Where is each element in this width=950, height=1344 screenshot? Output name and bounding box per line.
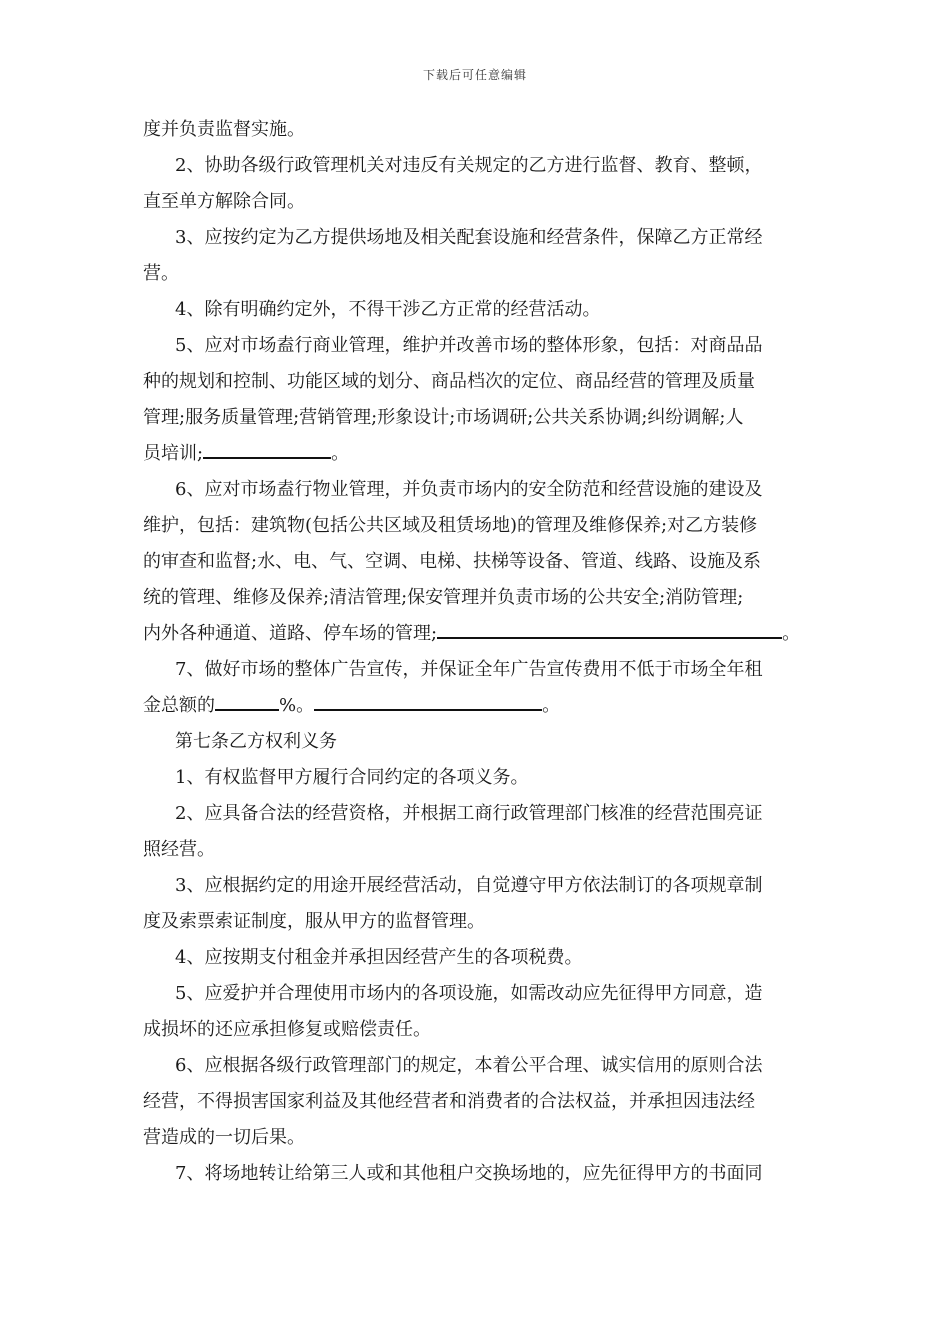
- text-segment: 。: [542, 695, 561, 716]
- text-line: 度并负责监督实施。: [143, 119, 305, 140]
- text-segment: 金总额的: [143, 695, 215, 716]
- text-line: 4、应按期支付租金并承担因经营产生的各项税费。: [175, 947, 583, 968]
- text-line: 5、应对市场盍行商业管理，维护并改善市场的整体形象，包括：对商品品: [175, 335, 763, 356]
- text-segment: %。: [279, 695, 315, 716]
- text-line: 经营，不得损害国家利益及其他经营者和消费者的合法权益，并承担因违法经: [143, 1091, 755, 1112]
- text-segment: 。: [782, 623, 801, 644]
- text-line: 营造成的一切后果。: [143, 1127, 305, 1148]
- text-line: 3、应根据约定的用途开展经营活动，自觉遵守甲方依法制订的各项规章制: [175, 875, 763, 896]
- text-line: 4、除有明确约定外，不得干涉乙方正常的经营活动。: [175, 299, 601, 320]
- text-line: 维护，包括：建筑物(包括公共区域及租赁场地)的管理及维修保养;对乙方装修: [143, 515, 758, 536]
- text-line: 的审查和监督;水、电、气、空调、电梯、扶梯等设备、管道、线路、设施及系: [143, 551, 762, 572]
- page-header: 下载后可任意编辑: [422, 68, 527, 82]
- text-line: 7、做好市场的整体广告宣传，并保证全年广告宣传费用不低于市场全年租: [175, 659, 763, 680]
- text-line: 照经营。: [143, 839, 215, 860]
- text-line: [143, 694, 813, 730]
- document-body: [143, 118, 813, 1198]
- text-line: 3、应按约定为乙方提供场地及相关配套设施和经营条件，保障乙方正常经: [175, 227, 763, 248]
- text-line: 成损坏的还应承担修复或赔偿责任。: [143, 1019, 431, 1040]
- text-segment: 。: [331, 443, 350, 464]
- text-line: 5、应爱护并合理使用市场内的各项设施，如需改动应先征得甲方同意，造: [175, 983, 763, 1004]
- text-segment: 内外各种通道、道路、停车场的管理;: [143, 623, 438, 644]
- text-line: 2、应具备合法的经营资格，并根据工商行政管理部门核准的经营范围亮证: [175, 803, 763, 824]
- text-line: 管理;服务质量管理;营销管理;形象设计;市场调研;公共关系协调;纠纷调解;人: [143, 407, 744, 428]
- fill-in-blank[interactable]: [437, 631, 782, 639]
- fill-in-blank[interactable]: [215, 703, 279, 711]
- text-line: [143, 442, 813, 478]
- fill-in-blank[interactable]: [203, 451, 331, 459]
- section-heading: 第七条乙方权利义务: [175, 731, 337, 752]
- text-line: 种的规划和控制、功能区域的划分、商品档次的定位、商品经营的管理及质量: [143, 371, 755, 392]
- fill-in-blank[interactable]: [314, 703, 542, 711]
- text-line: 7、将场地转让给第三人或和其他租户交换场地的，应先征得甲方的书面同: [175, 1163, 763, 1184]
- text-line: 1、有权监督甲方履行合同约定的各项义务。: [175, 767, 529, 788]
- text-line: 营。: [143, 263, 179, 284]
- text-line: 6、应根据各级行政管理部门的规定，本着公平合理、诚实信用的原则合法: [175, 1055, 763, 1076]
- text-line: 直至单方解除合同。: [143, 191, 305, 212]
- text-line: 6、应对市场盍行物业管理，并负责市场内的安全防范和经营设施的建设及: [175, 479, 763, 500]
- text-line: 统的管理、维修及保养;清洁管理;保安管理并负责市场的公共安全;消防管理;: [143, 587, 744, 608]
- text-line: 2、协助各级行政管理机关对违反有关规定的乙方进行监督、教育、整顿，: [175, 155, 763, 176]
- text-line: 度及索票索证制度，服从甲方的监督管理。: [143, 911, 485, 932]
- text-line: [143, 622, 813, 658]
- text-segment: 员培训;: [143, 443, 204, 464]
